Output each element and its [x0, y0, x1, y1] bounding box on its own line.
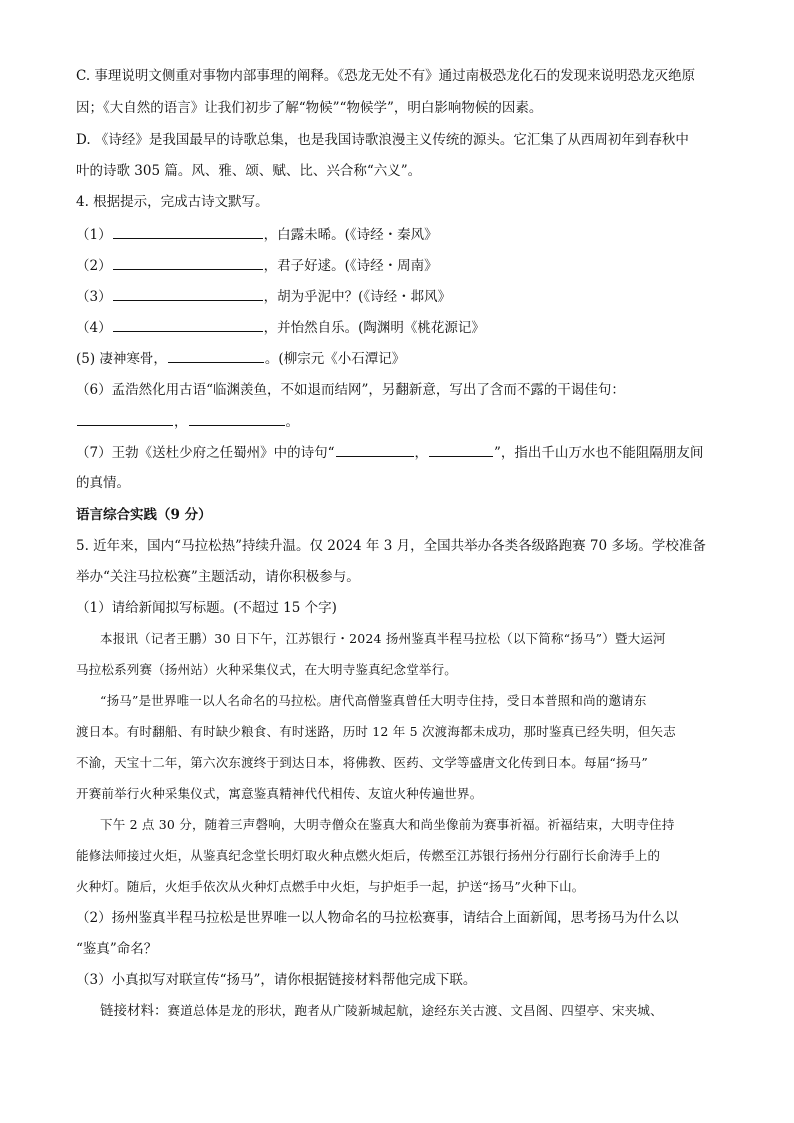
news-paragraph-2-line-4: 开赛前举行火种采集仪式，寓意鉴真精神代代相传、友谊火种传遍世界。: [76, 786, 483, 801]
news-paragraph-2-line-2: 渡日本。有时翻船、有时缺少粮食、有时迷路，历时 12 年 5 次渡海都未成功，那时鉴真已经失明，但矢志: [76, 724, 676, 739]
answer-blank[interactable]: [336, 442, 414, 457]
dictation-item-4: [76, 317, 728, 338]
section-title: 语言综合实践（9 分）: [76, 507, 212, 523]
item-prompt: (5) 凄神寒骨，: [76, 351, 167, 367]
item-hint: ，君子好逑。(《诗经・周南》: [263, 258, 438, 274]
sub-question-3: （3）小真拟写对联宣传“扬马”，请你根据链接材料帮他完成下联。: [76, 972, 477, 988]
question-5-intro-1: 5. 近年来，国内“马拉松热”持续升温。仅 2024 年 3 月，全国共举办各类各级路跑赛 70 多场。学校准备: [76, 538, 706, 554]
dictation-item-6-prompt: （6）孟浩然化用古语“临渊羡鱼，不如退而结网”，另翻新意，写出了含而不露的干谒佳句：: [76, 382, 625, 398]
dictation-item-2: [76, 255, 728, 276]
option-c-line-1: C. 事理说明文侧重对事物内部事理的阐释。《恐龙无处不有》通过南极恐龙化石的发现来说明恐龙灭绝原: [76, 68, 696, 84]
news-paragraph-3-line-1: 下午 2 点 30 分，随着三声磬响，大明寺僧众在鉴真大和尚坐像前为赛事祈福。祈福结束，大明寺住持: [100, 817, 675, 832]
item-prompt: （7）王勃《送杜少府之任蜀州》中的诗句“: [76, 445, 335, 461]
answer-blank[interactable]: [113, 317, 263, 332]
news-paragraph-1-line-2: 马拉松系列赛（扬州站）火种采集仪式，在大明寺鉴真纪念堂举行。: [76, 662, 458, 677]
option-d-line-1: D. 《诗经》是我国最早的诗歌总集，也是我国诗歌浪漫主义传统的源头。它汇集了从西周初年到春秋中: [76, 132, 689, 148]
link-material-label: 链接材料：: [100, 1003, 168, 1019]
dictation-item-7-line-2: 的真情。: [76, 475, 130, 491]
answer-blank[interactable]: [168, 348, 264, 363]
sub-question-2-line-1: （2）扬州鉴真半程马拉松是世界唯一以人物命名的马拉松赛事，请结合上面新闻，思考扬马为什么以: [76, 910, 679, 926]
dictation-item-6-answer: [76, 411, 728, 432]
question-4-title: 4. 根据提示，完成古诗文默写。: [76, 194, 269, 210]
option-d-line-2: 叶的诗歌 305 篇。风、雅、颂、赋、比、兴合称“六义”。: [76, 163, 422, 179]
answer-blank[interactable]: [113, 255, 263, 270]
dictation-item-1: [76, 224, 728, 245]
item-number: （1）: [76, 227, 112, 243]
item-number: （3）: [76, 289, 112, 305]
news-paragraph-2-line-3: 不渝，天宝十二年，第六次东渡终于到达日本，将佛教、医药、文学等盛唐文化传到日本。每届“扬马”: [76, 755, 648, 770]
answer-blank[interactable]: [113, 286, 263, 301]
separator: ，: [414, 445, 428, 461]
answer-blank[interactable]: [429, 442, 493, 457]
news-paragraph-3-line-2: 能修法师接过火炬，从鉴真纪念堂长明灯取火种点燃火炬后，传燃至江苏银行扬州分行副行长俞涛手上的: [76, 848, 661, 863]
answer-blank[interactable]: [189, 411, 285, 426]
sub-question-2-line-2: “鉴真”命名？: [76, 941, 158, 957]
dictation-item-3: [76, 286, 728, 307]
sub-question-1: （1）请给新闻拟写标题。(不超过 15 个字): [76, 600, 337, 616]
news-paragraph-2-line-1: “扬马”是世界唯一以人名命名的马拉松。唐代高僧鉴真曾任大明寺住持，受日本普照和尚的邀请东: [100, 693, 647, 708]
link-material: [100, 1001, 728, 1021]
answer-blank[interactable]: [113, 224, 263, 239]
dictation-item-5: [76, 348, 728, 369]
news-paragraph-3-line-3: 火种灯。随后，火炬手依次从火种灯点燃手中火炬，与护炬手一起，护送“扬马”火种下山。: [76, 879, 585, 894]
option-c-line-2: 因；《大自然的语言》让我们初步了解“物候”“物候学”，明白影响物候的因素。: [76, 100, 543, 116]
item-number: （4）: [76, 320, 112, 336]
item-number: （2）: [76, 258, 112, 274]
question-5-intro-2: 举办“关注马拉松赛”主题活动，请你积极参与。: [76, 569, 360, 585]
news-paragraph-1-line-1: 本报讯（记者王鹏）30 日下午，江苏银行・2024 扬州鉴真半程马拉松（以下简称“扬马”）暨大运河: [100, 631, 666, 646]
item-hint: ”，指出千山万水也不能阻隔朋友间: [494, 445, 704, 461]
item-hint: 。(柳宗元《小石潭记》: [264, 351, 406, 367]
separator: ，: [174, 414, 188, 430]
item-hint: ，并怡然自乐。(陶渊明《桃花源记》: [263, 320, 485, 336]
dictation-item-7: [76, 442, 728, 463]
item-hint: ，胡为乎泥中？(《诗经・邶风》: [263, 289, 452, 305]
link-material-text: 赛道总体是龙的形状，跑者从广陵新城起航，途经东关古渡、文昌阁、四望亭、宋夹城、: [167, 1003, 663, 1018]
answer-blank[interactable]: [77, 411, 173, 426]
end-mark: 。: [285, 414, 299, 430]
item-hint: ，白露未晞。(《诗经・秦风》: [263, 227, 438, 243]
